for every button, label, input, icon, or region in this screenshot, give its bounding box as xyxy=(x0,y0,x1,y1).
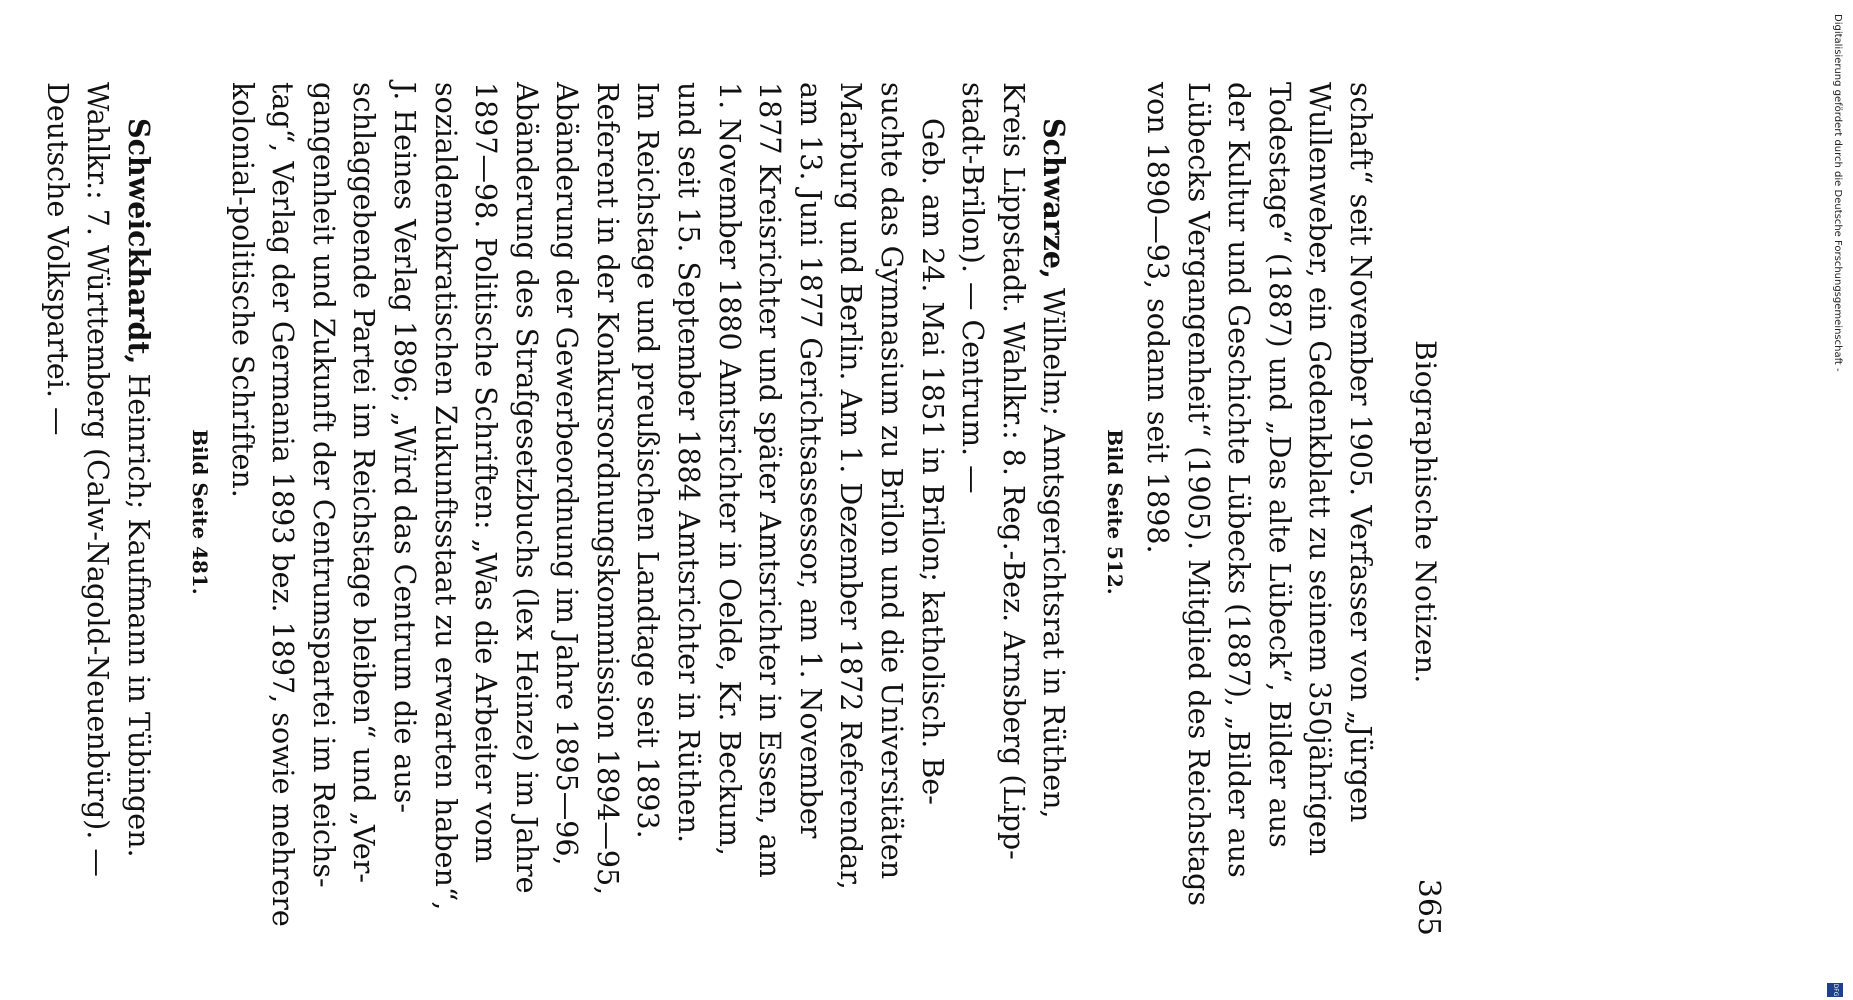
entry-schweickhardt xyxy=(36,82,159,942)
text-line: Deutsche Volkspartei. — xyxy=(40,82,74,436)
text-line: von 1890—93, sodann seit 1898. xyxy=(1141,82,1175,554)
entry-line-rest: Wilhelm; Amtsgerichtsrat in Rüthen, xyxy=(1037,287,1071,819)
text-line: tag“, Verlag der Germania 1893 bez. 1897, sowie mehrere xyxy=(266,82,300,927)
text-line: 1. November 1880 Amtsrichter in Oelde, Kr. Beckum, xyxy=(712,82,746,856)
text-line xyxy=(1033,82,1075,942)
text-line: der Kultur und Geschichte Lübecks (1887), „Bilder aus xyxy=(1222,82,1256,878)
text-line: und seit 15. September 1884 Amtsrichter in Rüthen. xyxy=(672,82,706,844)
entry-schwarze xyxy=(185,82,1074,942)
picture-reference: Bild Seite 481. xyxy=(187,429,212,595)
text-line: Abänderung des Strafgesetzbuchs (lex Heinze) im Jahre xyxy=(509,82,543,894)
text-line xyxy=(117,82,159,942)
scanned-page xyxy=(40,82,1450,942)
text-line: suchte das Gymnasium zu Brilon und die Universitäten xyxy=(875,82,909,880)
text-line: Geb. am 24. Mai 1851 in Brilon; katholisch. Be- xyxy=(915,118,949,805)
entry-name: Schwarze, xyxy=(1037,118,1072,279)
text-line: Abänderung der Gewerbeordnung im Jahre 1895—96, xyxy=(550,82,584,866)
text-line: Im Reichstage und preußischen Landtage seit 1893. xyxy=(631,82,665,839)
text-line: Kreis Lippstadt. Wahlkr.: 8. Reg.-Bez. Arnsberg (Lipp- xyxy=(996,82,1030,860)
picture-reference: Bild Seite 512. xyxy=(1103,429,1128,595)
text-body xyxy=(36,82,1380,942)
text-line: schaft“ seit November 1905. Verfasser von „Jürgen xyxy=(1344,82,1377,823)
entry-name: Schweickhardt, xyxy=(121,118,156,365)
page-number: 365 xyxy=(1411,878,1446,936)
text-line: J. Heines Verlag 1896; „Wird das Centrum die aus- xyxy=(387,82,421,814)
text-line: Wullenweber, ein Gedenkblatt zu seinem 350jährigen xyxy=(1303,82,1337,857)
text-line: am 13. Juni 1877 Gerichtsassessor, am 1. November xyxy=(793,82,827,839)
text-line: Wahlkr.: 7. Württemberg (Calw-Nagold-Neuenbürg). — xyxy=(81,82,115,877)
text-line: 1877 Kreisrichter und später Amtsrichter in Essen, am xyxy=(753,82,787,878)
running-head xyxy=(1408,82,1450,942)
text-line: 1897—98. Politische Schriften: „Was die Arbeiter vom xyxy=(469,82,503,863)
text-line: schlaggebende Partei im Reichstage bleiben“ und „Ver- xyxy=(347,82,381,883)
text-line: sozialdemokratischen Zukunftsstaat zu erwarten haben“, xyxy=(428,82,462,911)
dfg-logo-icon: DFG xyxy=(1827,983,1843,997)
text-line: Referent in der Konkursordnungskommission 1894—95, xyxy=(590,82,624,896)
running-title: Biographische Notizen. xyxy=(1409,340,1442,684)
text-line: gangenheit und Zukunft der Centrumspartei im Reichs- xyxy=(306,82,340,888)
text-line: kolonial-politische Schriften. xyxy=(225,82,259,498)
credit-text: Digitalisierung gefördert durch die Deutsche Forschungsgemeinschaft - xyxy=(1832,14,1843,372)
entry-continuation xyxy=(1100,82,1380,942)
entry-line-rest: Heinrich; Kaufmann in Tübingen. xyxy=(121,373,155,858)
text-line: Todestage“ (1887) und „Das alte Lübeck“, Bilder aus xyxy=(1262,82,1296,848)
text-line: Marburg und Berlin. Am 1. Dezember 1872 Referendar, xyxy=(834,82,868,890)
text-line: stadt-Brilon). — Centrum. — xyxy=(956,82,990,494)
text-line: Lübecks Vergangenheit“ (1905). Mitglied des Reichstags xyxy=(1181,82,1215,907)
digitization-credit xyxy=(1825,10,1845,997)
